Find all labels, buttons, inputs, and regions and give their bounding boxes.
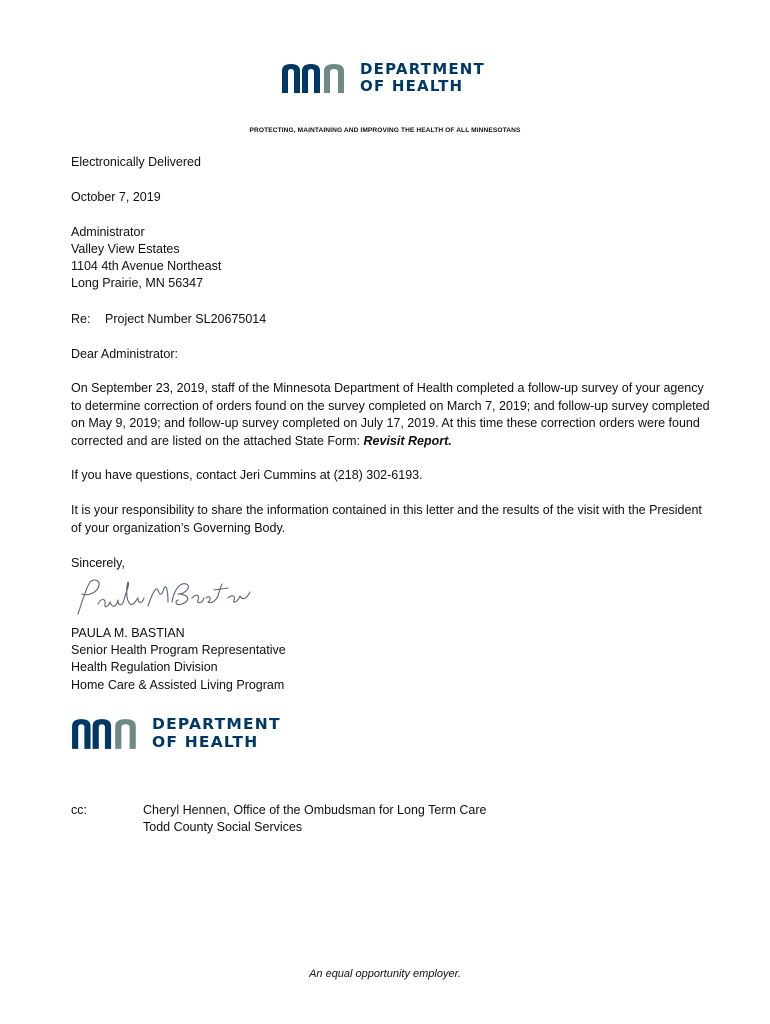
cc-recipient: Todd County Social Services bbox=[143, 820, 303, 834]
signer-division: Health Regulation Division bbox=[71, 660, 218, 674]
tagline: PROTECTING, MAINTAINING AND IMPROVING THE HEALTH OF ALL MINNESOTANS bbox=[249, 127, 521, 134]
handwritten-signature bbox=[68, 574, 258, 620]
address-line: Administrator bbox=[71, 225, 145, 239]
re-value: Project Number SL20675014 bbox=[105, 312, 267, 326]
mdh-logo-signature bbox=[70, 717, 281, 750]
logo-text-department: DEPARTMENT bbox=[152, 715, 281, 733]
re-label: Re: bbox=[71, 312, 91, 326]
signer-name: PAULA M. BASTIAN bbox=[71, 626, 185, 640]
closing: Sincerely, bbox=[71, 556, 125, 570]
address-line: Long Prairie, MN 56347 bbox=[71, 276, 204, 290]
delivery-method: Electronically Delivered bbox=[71, 155, 201, 169]
address-line: Valley View Estates bbox=[71, 242, 180, 256]
footer-equal-opportunity: An equal opportunity employer. bbox=[309, 968, 461, 980]
salutation: Dear Administrator: bbox=[71, 347, 178, 361]
address-line: 1104 4th Avenue Northeast bbox=[71, 259, 222, 273]
mdh-logo-header bbox=[280, 62, 485, 94]
mn-logo-icon bbox=[70, 717, 144, 750]
paragraph-3: It is your responsibility to share the information contained in this letter and the results of the visit with the President of your organization’s Governing Body. bbox=[71, 503, 702, 535]
revisit-report-emphasis: Revisit Report. bbox=[363, 433, 452, 448]
letter-date: October 7, 2019 bbox=[71, 190, 161, 204]
logo-text-of-health: OF HEALTH bbox=[152, 732, 259, 751]
paragraph-1-text: On September 23, 2019, staff of the Minnesota Department of Health completed a follow-up survey of your agency to determine correction of orders found on the survey completed on March 7, 2019; and follow-up survey completed on May 9, 2019; and follow-up survey completed on July 17, 2019. At this time these correction orders were found corrected and are listed on the attached State Form: bbox=[71, 381, 710, 448]
paragraph-1 bbox=[71, 380, 711, 450]
cc-recipient: Cheryl Hennen, Office of the Ombudsman for Long Term Care bbox=[143, 803, 487, 817]
paragraph-2: If you have questions, contact Jeri Cummins at (218) 302-6193. bbox=[71, 468, 423, 482]
signer-title: Senior Health Program Representative bbox=[71, 643, 286, 657]
cc-label: cc: bbox=[71, 803, 87, 817]
signer-program: Home Care & Assisted Living Program bbox=[71, 678, 285, 692]
logo-text-department: DEPARTMENT bbox=[360, 60, 485, 78]
logo-text-of-health: OF HEALTH bbox=[360, 77, 464, 95]
mn-logo-icon bbox=[280, 62, 352, 94]
